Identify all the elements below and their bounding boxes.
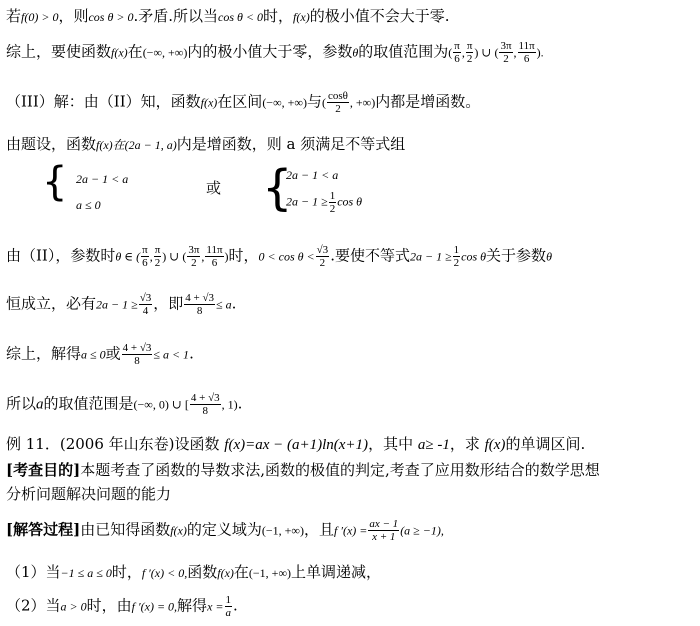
text: 在	[233, 563, 249, 581]
math: (−∞, +∞)	[262, 95, 307, 110]
text: 在	[127, 42, 143, 61]
text: 本题考查了函数的导数求法,函数的极值的判定,考查了应用数形结合的数学思想	[80, 461, 600, 479]
text: 由（II），参数时	[6, 246, 116, 265]
text: 解得	[177, 596, 208, 615]
text-line-4	[6, 134, 405, 155]
math: 2a − 1 ≥	[409, 249, 452, 264]
math: (−∞, +∞)	[142, 45, 188, 60]
text: ，且	[303, 520, 334, 539]
math: θ	[352, 45, 359, 60]
math: 2a − 1 ≥	[96, 297, 138, 312]
text-line-2	[6, 40, 544, 65]
text: 例 11．(2006 年山东卷)设函数	[6, 435, 225, 453]
text-line-3	[6, 90, 480, 115]
math: f(x)	[200, 95, 218, 110]
left-brace-icon: {	[262, 160, 293, 216]
text: 的极小值不会大于零.	[309, 7, 450, 25]
section-label: [考查目的]	[6, 461, 81, 479]
text: 关于参数	[486, 246, 547, 265]
text: 若	[6, 7, 22, 25]
text-line-7: 综上，解得a ≤ 0或 $\frac{4 + √3}{8}$ ≤ a < 1.	[6, 342, 194, 367]
math: (−1, +∞)	[248, 566, 291, 580]
text: 时，	[228, 246, 259, 265]
fraction: $\frac{3\pi}{2}$	[500, 40, 512, 65]
system-b-line-2: 2a − 1 ≥ $\frac{1}{2}$ cos θ	[286, 190, 363, 215]
math: f ′(x) =	[334, 523, 368, 538]
text: 的定义域为	[186, 520, 262, 539]
math: f ′(x) = 0,	[131, 599, 178, 614]
text: 分析问题解决问题的能力	[6, 485, 172, 503]
text: 或	[105, 344, 121, 363]
math: 0 < cos θ <	[258, 249, 315, 264]
text: 时，由	[86, 596, 132, 615]
text: 的取值范围为	[358, 42, 449, 61]
fraction: $\frac{11\pi}{6}$	[518, 40, 535, 65]
text: .	[189, 344, 194, 363]
text: ，求	[449, 435, 485, 453]
text: .	[233, 596, 238, 615]
math: ).	[536, 45, 544, 60]
fraction: $\frac{\cos\theta}{2}$	[327, 90, 348, 115]
text-line-10	[6, 460, 600, 480]
text: （III）解：由（II）知，函数	[6, 92, 201, 111]
math: f ′(x) < 0,	[141, 566, 188, 580]
math: x =	[207, 599, 224, 614]
math: ) ∪ (	[474, 45, 499, 60]
text: 综上，解得	[6, 344, 82, 363]
text: 由已知得函数	[80, 520, 171, 539]
text: .要使不等式	[330, 246, 410, 265]
text: （2）当	[6, 596, 61, 615]
text: 在区间	[217, 92, 263, 111]
math: f(x)	[293, 10, 310, 24]
math: a > 0	[60, 599, 87, 614]
math: −1 ≤ a ≤ 0	[60, 566, 112, 580]
text: 时，	[263, 7, 294, 25]
math: θ ∈ (	[115, 249, 141, 264]
text: 由题设，函数	[6, 135, 97, 153]
math: ,	[513, 45, 517, 60]
math: f(x)	[111, 45, 128, 60]
text: 内的极小值大于零，参数	[187, 42, 353, 61]
text: 时，	[111, 563, 142, 581]
text: 的取值范围是	[43, 394, 134, 413]
math: f(0) > 0	[21, 10, 59, 24]
text-line-11	[6, 484, 171, 504]
text-line-1	[6, 6, 449, 27]
math: f(x)=ax − (a+1)ln(x+1)	[224, 437, 369, 453]
math: (	[448, 45, 453, 60]
text: （1）当	[6, 563, 61, 581]
math: a ≤ 0	[81, 347, 106, 362]
text-line-13	[6, 562, 381, 583]
text: 函数	[187, 563, 218, 581]
text-line-6: 恒成立，必有2a − 1 ≥ $\frac{√3}{4}$ ，即 $\frac{4 + √3}{8}$ ≤ a.	[6, 292, 237, 317]
math: cos θ > 0	[88, 10, 134, 24]
text-line-8: 所以a的取值范围是(−∞, 0) ∪ [ $\frac{4 + √3}{8}$ , 1).	[6, 392, 243, 417]
text-line-9	[6, 434, 585, 455]
system-a-line-2: a ≤ 0	[76, 198, 101, 212]
section-label: [解答过程]	[6, 520, 81, 539]
fraction: $\frac{\pi}{6}$	[454, 40, 460, 65]
text: 恒成立，必有	[6, 294, 97, 313]
system-b-line-1: 2a − 1 < a	[286, 168, 339, 182]
math: ,	[461, 45, 465, 60]
text: ，即	[153, 294, 184, 313]
text: 内都是增函数。	[375, 92, 481, 111]
text: 内是增函数，则 a 须满足不等式组	[176, 135, 406, 153]
text: 上单调递减，	[291, 563, 382, 581]
math: f(x)	[484, 437, 506, 453]
text-line-14: （2）当a > 0时，由f ′(x) = 0,解得x = $\frac{1}{a}$ .	[6, 594, 238, 619]
text: .	[237, 394, 243, 413]
math: (	[321, 95, 326, 110]
text: .	[231, 294, 237, 313]
math: f(x)	[170, 523, 187, 538]
or-text: 或	[206, 179, 222, 197]
text: 的单调区间.	[505, 435, 586, 453]
text: 综上，要使函数	[6, 42, 112, 61]
fraction: $\frac{\pi}{2}$	[466, 40, 473, 65]
system-a-line-1: 2a − 1 < a	[76, 172, 129, 186]
text-line-12: [解答过程]由已知得函数f(x)的定义域为(−1, +∞)，且f ′(x) = $\frac{ax - 1}{x + 1}$ (a ≥ −1),	[6, 518, 444, 543]
math: (−1, +∞)	[261, 523, 304, 538]
left-brace-icon: {	[42, 159, 68, 205]
text: ，则	[58, 7, 89, 25]
math: a≥ -1	[417, 437, 450, 453]
math: a	[36, 396, 44, 413]
math: f(x)在(2a − 1, a)	[96, 138, 177, 152]
math: cos θ < 0	[218, 10, 264, 24]
math: θ	[546, 249, 552, 264]
math: , +∞)	[349, 95, 376, 110]
text: .矛盾.所以当	[133, 7, 219, 25]
text: 所以	[6, 394, 37, 413]
text: ，其中	[368, 435, 418, 453]
text-line-5: 由（II），参数时θ ∈ ( $\frac{\pi}{6}$ , $\frac{\pi}{2}$ ) ∪ ( $\frac{3\pi}{2}$ , $\frac{11\pi}{6}$ )时，0 < cos θ < $\frac{√3}{2}$ .要使不等式2a − 1 ≥ $\frac{1}{2}$ cos θ关于参数θ	[6, 244, 552, 269]
math: f(x)	[217, 566, 234, 580]
text: 与	[306, 92, 322, 111]
